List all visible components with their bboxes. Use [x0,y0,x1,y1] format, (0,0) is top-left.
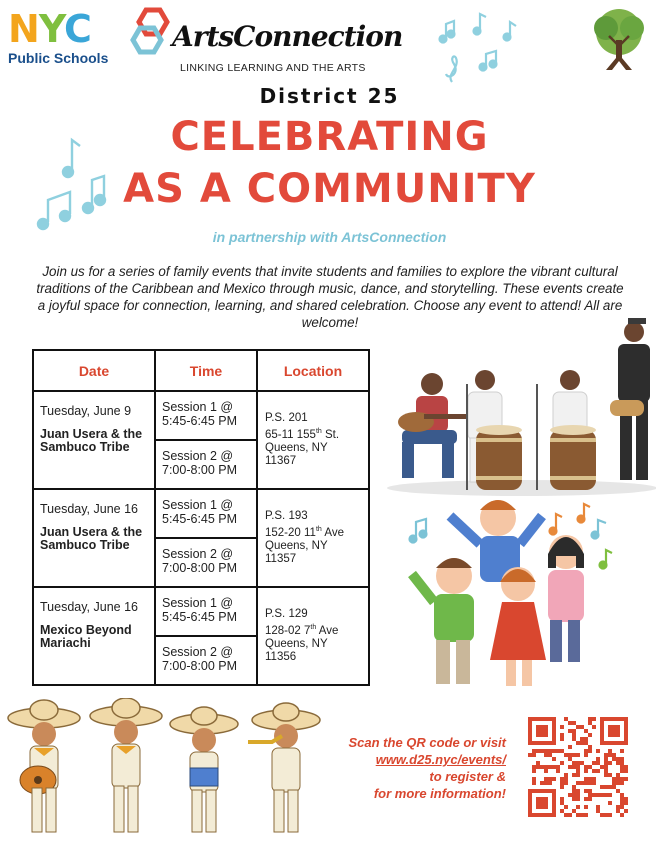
location-city: Queens, NY [265,539,328,552]
session-2-time: Session 2 @ 7:00-8:00 PM [155,538,257,587]
location-city: Queens, NY [265,441,328,454]
event-date-cell [33,587,155,685]
artsconnection-logo [128,6,403,76]
location-zip: 11367 [265,454,297,467]
partnership-subtitle: in partnership with ArtsConnection [212,229,447,245]
session-1-time: Session 1 @ 5:45-6:45 PM [155,587,257,636]
table-row [33,587,369,636]
event-date-cell [33,391,155,489]
artsconnection-tagline: LINKING LEARNING AND THE ARTS [180,62,366,74]
date-column-header: Date [33,350,155,391]
event-date: Tuesday, June 9 [40,404,132,418]
session-2-time: Session 2 @ 7:00-8:00 PM [155,440,257,489]
mariachi-band-illustration [4,698,324,846]
qr-code-icon[interactable] [528,717,628,817]
event-title: Juan Usera & the Sambuco Tribe [40,525,143,552]
location-zip: 11356 [265,650,297,663]
intro-paragraph: Join us for a series of family events that invite students and families to explore the vibrant cultural traditions of the Caribbean and Mexico through music, dance, and storytelling. These events create a joyful space for connection, learning, and shared celebration. Choose any event to attend! All are welcome! [36,264,624,330]
qr-text-line-1: Scan the QR code or visit [348,735,506,750]
event-location [257,489,369,587]
band-musicians-illustration [372,312,656,498]
event-title: Juan Usera & the Sambuco Tribe [40,427,143,454]
events-table [32,349,370,686]
headline-line-2: AS A COMMUNITY [123,166,536,212]
qr-text-line-4: for more information! [373,786,506,801]
time-column-header: Time [155,350,257,391]
headline-line-1: CELEBRATING [170,114,489,160]
location-column-header: Location [257,350,369,391]
qr-instructions [330,734,506,802]
session-1-time: Session 1 @ 5:45-6:45 PM [155,391,257,440]
event-date: Tuesday, June 16 [40,502,138,516]
session-1-time: Session 1 @ 5:45-6:45 PM [155,489,257,538]
location-zip: 11357 [265,552,297,565]
hexagon-logo-icon [128,6,176,58]
dancing-kids-illustration [406,494,620,698]
table-row [33,391,369,440]
location-street: 128-02 7th Ave [265,624,339,637]
location-city: Queens, NY [265,637,328,650]
qr-text-line-3: to register & [429,769,506,784]
district-title: District 25 [259,84,400,108]
session-2-time: Session 2 @ 7:00-8:00 PM [155,636,257,685]
nyc-logo-subtitle: Public Schools [8,50,109,66]
nyc-logo-word: NYC [8,7,91,51]
table-header-row [33,350,369,391]
artsconnection-wordmark: ArtsConnection [172,20,403,53]
location-school: P.S. 201 [265,412,308,424]
table-row [33,489,369,538]
event-date-cell [33,489,155,587]
tree-logo-icon [586,6,652,78]
location-street: 152-20 11th Ave [265,526,344,539]
location-school: P.S. 193 [265,510,308,522]
location-street: 65-11 155th St. [265,428,340,441]
event-title: Mexico Beyond Mariachi [40,623,132,650]
event-location [257,587,369,685]
event-location [257,391,369,489]
events-link[interactable]: www.d25.nyc/events/ [375,752,506,767]
location-school: P.S. 129 [265,608,308,620]
nyc-public-schools-logo [8,7,114,72]
event-date: Tuesday, June 16 [40,600,138,614]
